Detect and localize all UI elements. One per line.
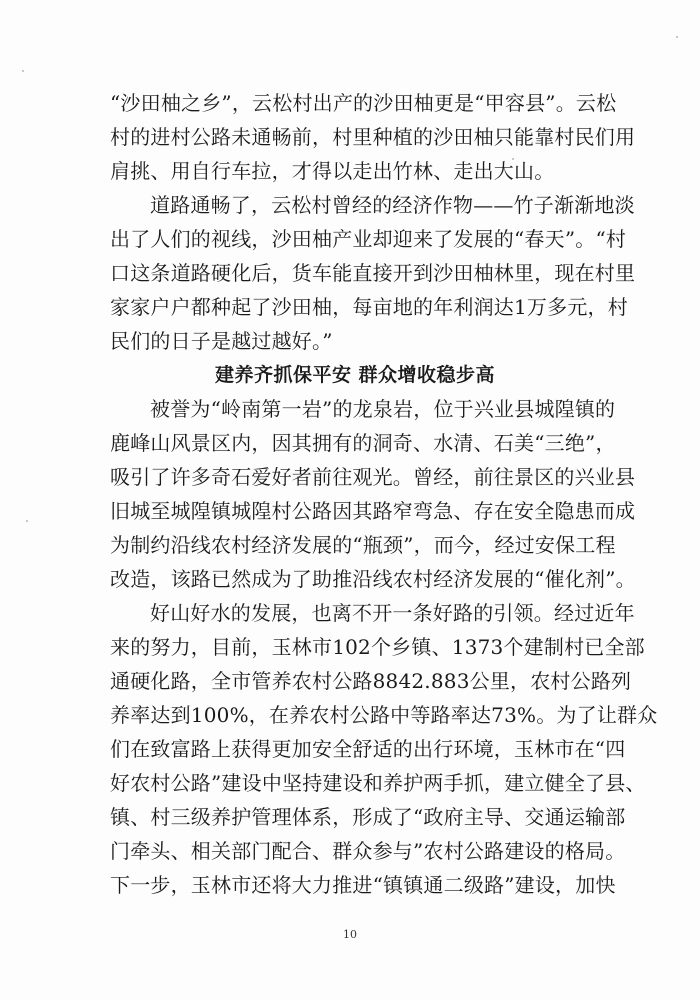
text-line: 通硬化路，全市管养农村公路8842.883公里，农村公路列 xyxy=(110,669,632,693)
text-line: 来的努力，目前，玉林市102个乡镇、1373个建制村已全部 xyxy=(110,635,645,659)
text-line: 家家户户都种起了沙田柚，每亩地的年利润达1万多元，村 xyxy=(110,295,628,319)
text-line: 下一步，玉林市还将大力推进“镇镇通二级路”建设，加快 xyxy=(110,873,616,897)
text-line: 口这条道路硬化后，货车能直接开到沙田柚林里，现在村里 xyxy=(110,261,636,285)
text-line: 吸引了许多奇石爱好者前往观光。曾经，前往景区的兴业县 xyxy=(110,465,636,489)
text-line: 们在致富路上获得更加安全舒适的出行环境，玉林市在“四 xyxy=(110,737,626,761)
paragraph-first-line: 道路通畅了，云松村曾经的经济作物——竹子渐渐地淡 xyxy=(150,193,635,217)
text-line: 村的进村公路未通畅前，村里种植的沙田柚只能靠村民们用 xyxy=(110,125,636,149)
text-line: 门牵头、相关部门配合、群众参与”农村公路建设的格局。 xyxy=(110,839,626,863)
section-heading: 建养齐抓保平安 群众增收稳步高 xyxy=(214,364,496,386)
text-line: 民们的日子是越过越好。” xyxy=(110,329,333,353)
text-line: 出了人们的视线，沙田柚产业却迎来了发展的“春天”。“村 xyxy=(110,227,627,251)
text-line: 改造，该路已然成为了助推沿线农村经济发展的“催化剂”。 xyxy=(110,567,636,591)
text-line: 镇、村三级养护管理体系，形成了“政府主导、交通运输部 xyxy=(110,805,626,829)
text-line: 为制约沿线农村经济发展的“瓶颈”，而今，经过安保工程 xyxy=(110,533,616,557)
scan-speck xyxy=(676,36,678,38)
text-line: 好农村公路”建设中坚持建设和养护两手抓，建立健全了县、 xyxy=(110,771,646,795)
text-line: 鹿峰山风景区内，因其拥有的洞奇、水清、石美“三绝”， xyxy=(110,431,616,455)
page-number: 10 xyxy=(343,928,357,941)
body-text xyxy=(110,86,658,902)
paragraph-first-line: 好山好水的发展，也离不开一条好路的引领。经过近年 xyxy=(150,601,635,625)
text-line: 养率达到100%，在养农村公路中等路率达73%。为了让群众 xyxy=(110,703,658,727)
text-line: “沙田柚之乡”，云松村出产的沙田柚更是“甲容县”。云松 xyxy=(110,91,617,115)
paragraph-first-line: 被誉为“岭南第一岩”的龙泉岩，位于兴业县城隍镇的 xyxy=(150,397,616,421)
scan-speck xyxy=(26,520,28,522)
text-line: 肩挑、用自行车拉，才得以走出竹林、走出大山。 xyxy=(110,159,555,183)
text-line: 旧城至城隍镇城隍村公路因其路窄弯急、存在安全隐患而成 xyxy=(110,499,636,523)
scan-speck xyxy=(22,70,24,72)
